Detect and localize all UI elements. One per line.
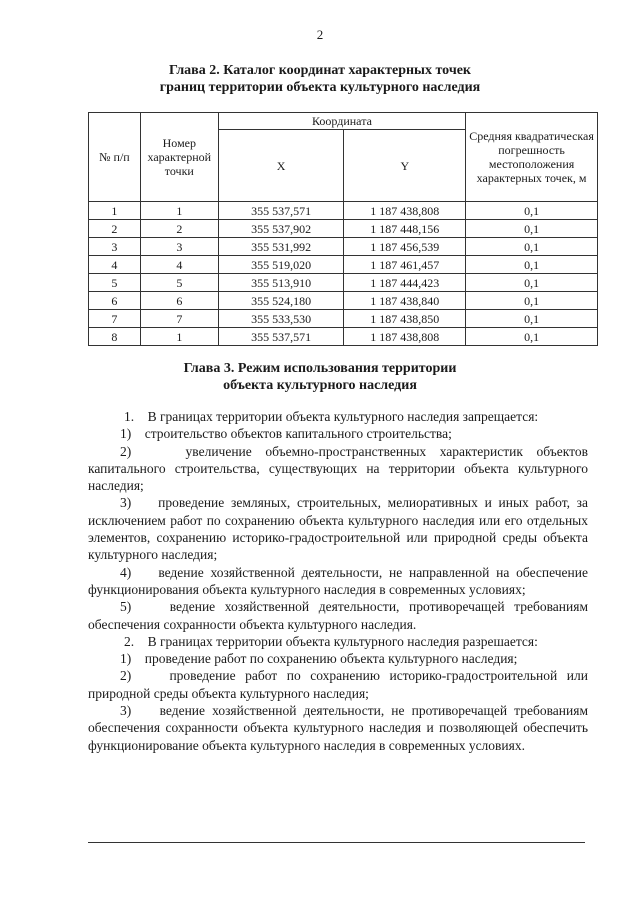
- cell-x: 355 519,020: [218, 256, 344, 274]
- cell-error: 0,1: [466, 256, 598, 274]
- paragraph: 1) строительство объектов капитального строительства;: [120, 426, 452, 442]
- cell-x: 355 533,530: [218, 310, 344, 328]
- chapter3-body: [88, 408, 588, 754]
- cell-x: 355 524,180: [218, 292, 344, 310]
- chapter2-title-line1: Глава 2. Каталог координат характерных точек: [169, 63, 471, 78]
- table-row: [89, 274, 598, 292]
- header-y: Y: [344, 130, 466, 202]
- cell-error: 0,1: [466, 310, 598, 328]
- cell-num: 5: [89, 274, 141, 292]
- cell-point: 3: [140, 238, 218, 256]
- cell-x: 355 537,571: [218, 328, 344, 346]
- chapter3-title: [0, 360, 640, 394]
- coordinates-table-body: [89, 202, 598, 346]
- chapter3-title-line2: объекта культурного наследия: [223, 378, 417, 393]
- cell-num: 7: [89, 310, 141, 328]
- cell-error: 0,1: [466, 328, 598, 346]
- cell-y: 1 187 438,850: [344, 310, 466, 328]
- cell-error: 0,1: [466, 292, 598, 310]
- table-row: [89, 310, 598, 328]
- header-x: X: [218, 130, 344, 202]
- cell-y: 1 187 456,539: [344, 238, 466, 256]
- table-row: [89, 292, 598, 310]
- cell-x: 355 513,910: [218, 274, 344, 292]
- cell-x: 355 537,902: [218, 220, 344, 238]
- header-coordinate: Координата: [218, 113, 465, 130]
- cell-num: 4: [89, 256, 141, 274]
- chapter2-title: [0, 62, 640, 96]
- chapter2-title-line2: границ территории объекта культурного наследия: [159, 80, 481, 95]
- header-point: Номер характерной точки: [140, 113, 218, 202]
- paragraph: 5) ведение хозяйственной деятельности, противоречащей требованиям обеспечения сохранности объекта культурного наследия.: [88, 599, 588, 632]
- cell-point: 1: [140, 328, 218, 346]
- table-row: [89, 256, 598, 274]
- cell-point: 1: [140, 202, 218, 220]
- page-number: 2: [316, 27, 324, 42]
- cell-y: 1 187 444,423: [344, 274, 466, 292]
- cell-point: 7: [140, 310, 218, 328]
- cell-y: 1 187 438,808: [344, 328, 466, 346]
- cell-y: 1 187 438,808: [344, 202, 466, 220]
- cell-error: 0,1: [466, 202, 598, 220]
- paragraph: 1) проведение работ по сохранению объекта культурного наследия;: [120, 651, 518, 667]
- table-row: [89, 220, 598, 238]
- table-row: [89, 328, 598, 346]
- paragraph: 3) проведение земляных, строительных, мелиоративных и иных работ, за исключением работ по сохранению объекта культурного наследия или его отдельных элементов, сохранению историко-градостроительной или природной среды объекта культурного наследия;: [88, 495, 588, 563]
- cell-point: 4: [140, 256, 218, 274]
- paragraph: 2) увеличение объемно-пространственных характеристик объектов капитального строительства, существующих на территории объекта культурного наследия;: [88, 443, 588, 494]
- cell-x: 355 537,571: [218, 202, 344, 220]
- paragraph: 2. В границах территории объекта культурного наследия разрешается:: [124, 633, 538, 649]
- cell-point: 5: [140, 274, 218, 292]
- cell-error: 0,1: [466, 238, 598, 256]
- paragraph: 1. В границах территории объекта культурного наследия запрещается:: [124, 409, 539, 424]
- cell-num: 1: [89, 202, 141, 220]
- coordinates-table: [88, 112, 598, 346]
- table-row: [89, 238, 598, 256]
- header-error: Средняя квадратическая погрешность местоположения характерных точек, м: [466, 113, 598, 202]
- cell-error: 0,1: [466, 220, 598, 238]
- cell-num: 2: [89, 220, 141, 238]
- cell-y: 1 187 438,840: [344, 292, 466, 310]
- paragraph: 4) ведение хозяйственной деятельности, не направленной на обеспечение функционирования объекта культурного наследия в современных условиях;: [88, 564, 588, 597]
- cell-point: 6: [140, 292, 218, 310]
- paragraph: 3) ведение хозяйственной деятельности, не противоречащей требованиям обеспечения сохранности объекта культурного наследия и позволяющей обеспечить функционирование объекта культурного наследия в современных условиях.: [88, 703, 588, 753]
- cell-num: 3: [89, 238, 141, 256]
- paragraph: 2) проведение работ по сохранению историко-градостроительной или природной среды объекта культурного наследия;: [88, 668, 588, 701]
- cell-num: 6: [89, 292, 141, 310]
- cell-y: 1 187 448,156: [344, 220, 466, 238]
- footer-rule: [88, 842, 585, 843]
- cell-num: 8: [89, 328, 141, 346]
- header-num: № п/п: [89, 113, 141, 202]
- cell-y: 1 187 461,457: [344, 256, 466, 274]
- cell-x: 355 531,992: [218, 238, 344, 256]
- chapter3-title-line1: Глава 3. Режим использования территории: [183, 361, 457, 376]
- table-row: [89, 202, 598, 220]
- cell-point: 2: [140, 220, 218, 238]
- cell-error: 0,1: [466, 274, 598, 292]
